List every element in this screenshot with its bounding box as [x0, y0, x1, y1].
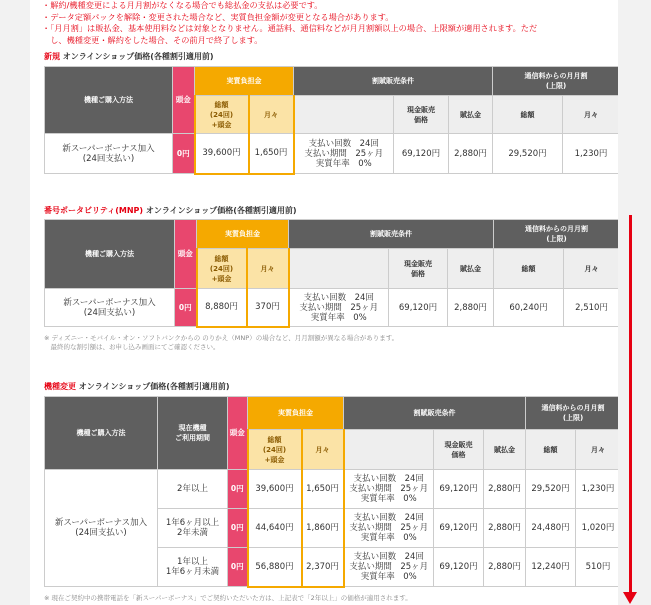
th-down-payment: 頭金	[228, 397, 248, 470]
discount-monthly-cell: 1,230円	[576, 470, 618, 509]
total-cell: 39,600円	[195, 134, 249, 174]
down-payment-cell: 0円	[173, 134, 195, 174]
monthly-cell: 1,860円	[302, 509, 344, 548]
discount-total-cell: 29,520円	[526, 470, 576, 509]
cash-price-cell: 69,120円	[434, 470, 484, 509]
th-discount-total: 総額	[526, 430, 576, 470]
installment-cell: 2,880円	[484, 470, 526, 509]
cash-price-cell: 69,120円	[394, 134, 449, 174]
th-cash-price: 現金販売 価格	[434, 430, 484, 470]
mnp-note: ※ ディズニー・モバイル・オン・ソフトバンクからの のりかえ（MNP）の場合など、月月割額が異なる場合があります。	[44, 334, 399, 342]
table-row	[45, 289, 619, 327]
section-title-new: 新規 オンラインショップ価格(各種割引適用前)	[44, 52, 214, 61]
total-cell: 39,600円	[248, 470, 302, 509]
discount-total-cell: 12,240円	[526, 548, 576, 587]
th-monthly-discount: 通信料からの月月割 (上限)	[494, 220, 618, 249]
price-table-upgrade	[44, 396, 618, 588]
plan-cell: 新スーパーボーナス加入 (24回支払い)	[45, 470, 158, 587]
th-discount-total: 総額	[494, 249, 564, 289]
mnp-note-2: 最終的な割引額は、お申し込み画面にてご確認ください。	[44, 343, 220, 351]
th-discount-monthly: 月々	[576, 430, 618, 470]
arrow-down-icon	[623, 592, 637, 604]
monthly-cell: 370円	[247, 289, 289, 327]
cash-price-cell: 69,120円	[434, 509, 484, 548]
page-content	[30, 0, 618, 605]
conditions-cell: 支払い回数 24回 支払い期間 25ヶ月 実質年率 0%	[344, 548, 434, 587]
section-title-mnp: 番号ポータビリティ(MNP) オンラインショップ価格(各種割引適用前)	[44, 206, 297, 215]
discount-total-cell: 60,240円	[494, 289, 564, 327]
plan-cell: 新スーパーボーナス加入 (24回支払い)	[45, 134, 173, 174]
installment-cell: 2,880円	[449, 134, 493, 174]
usage-cell: 2年以上	[158, 470, 228, 509]
th-installment: 賦払金	[448, 249, 494, 289]
price-table-mnp	[44, 219, 618, 328]
th-effective-cost: 実質負担金	[197, 220, 289, 249]
discount-monthly-cell: 1,230円	[563, 134, 618, 174]
th-installment: 賦払金	[484, 430, 526, 470]
note-line: し、機種変更・解約をした場合、その前月で終了します。	[42, 34, 263, 45]
conditions-cell: 支払い回数 24回 支払い期間 25ヶ月 実質年率 0%	[294, 134, 394, 174]
th-installment-terms: 割賦販売条件	[289, 220, 494, 249]
th-down-payment: 頭金	[175, 220, 197, 289]
th-discount-monthly: 月々	[563, 96, 618, 134]
total-cell: 56,880円	[248, 548, 302, 587]
discount-monthly-cell: 510円	[576, 548, 618, 587]
usage-cell: 1年6ヶ月以上 2年未満	[158, 509, 228, 548]
table-row	[45, 134, 619, 174]
discount-total-cell: 24,480円	[526, 509, 576, 548]
plan-cell: 新スーパーボーナス加入 (24回支払い)	[45, 289, 175, 327]
th-cash-price: 現金販売 価格	[389, 249, 448, 289]
upgrade-note: ※ 現在ご契約中の携帯電話を「新スーパーボーナス」でご契約いただいた方は、上記表で「2年以上」の価格が適用されます。	[44, 594, 412, 602]
discount-total-cell: 29,520円	[493, 134, 563, 174]
installment-cell: 2,880円	[448, 289, 494, 327]
installment-cell: 2,880円	[484, 548, 526, 587]
down-payment-cell: 0円	[228, 548, 248, 587]
section-title-upgrade: 機種変更 オンラインショップ価格(各種割引適用前)	[44, 382, 230, 391]
th-purchase-method: 機種ご購入方法	[45, 397, 158, 470]
th-purchase-method: 機種ご購入方法	[45, 220, 175, 289]
installment-cell: 2,880円	[484, 509, 526, 548]
conditions-cell: 支払い回数 24回 支払い期間 25ヶ月 実質年率 0%	[344, 470, 434, 509]
note-line: ・データ定額パックを解除・変更された場合など、実質負担金額が変更となる場合があります。	[42, 11, 394, 22]
th-monthly-discount: 通信料からの月月割 (上限)	[493, 67, 618, 96]
th-total-24: 総額 (24回) +頭金	[248, 430, 302, 470]
th-effective-cost: 実質負担金	[195, 67, 294, 96]
th-discount-monthly: 月々	[564, 249, 618, 289]
monthly-cell: 1,650円	[249, 134, 294, 174]
th-installment: 賦払金	[449, 96, 493, 134]
discount-monthly-cell: 2,510円	[564, 289, 618, 327]
th-effective-cost: 実質負担金	[248, 397, 344, 430]
th-purchase-method: 機種ご購入方法	[45, 67, 173, 134]
th-down-payment: 頭金	[173, 67, 195, 134]
cash-price-cell: 69,120円	[389, 289, 448, 327]
th-monthly: 月々	[249, 96, 294, 134]
down-payment-cell: 0円	[228, 509, 248, 548]
down-payment-cell: 0円	[228, 470, 248, 509]
table-row	[45, 470, 619, 509]
price-table-new	[44, 66, 618, 175]
total-cell: 44,640円	[248, 509, 302, 548]
note-line: ・「月月割」は販払金、基本使用料などは対象となりません。通話料、通信料などが月月割額以上の場合、上限額が適用されます。ただ	[42, 23, 538, 33]
note-line: ・解約/機種変更による月月割がなくなる場合でも総払金の支払は必要です。	[42, 0, 323, 10]
th-total-24: 総額 (24回) +頭金	[197, 249, 247, 289]
th-total-24: 総額 (24回) +頭金	[195, 96, 249, 134]
conditions-cell: 支払い回数 24回 支払い期間 25ヶ月 実質年率 0%	[344, 509, 434, 548]
th-monthly: 月々	[247, 249, 289, 289]
monthly-cell: 1,650円	[302, 470, 344, 509]
th-blank	[344, 430, 434, 470]
th-monthly-discount: 通信料からの月月割 (上限)	[526, 397, 618, 430]
conditions-cell: 支払い回数 24回 支払い期間 25ヶ月 実質年率 0%	[289, 289, 389, 327]
down-payment-cell: 0円	[175, 289, 197, 327]
th-discount-total: 総額	[493, 96, 563, 134]
th-cash-price: 現金販売 価格	[394, 96, 449, 134]
cash-price-cell: 69,120円	[434, 548, 484, 587]
th-monthly: 月々	[302, 430, 344, 470]
th-blank	[294, 96, 394, 134]
th-current-usage: 現在機種 ご利用期間	[158, 397, 228, 470]
th-installment-terms: 割賦販売条件	[344, 397, 526, 430]
usage-cell: 1年以上 1年6ヶ月未満	[158, 548, 228, 587]
total-cell: 8,880円	[197, 289, 247, 327]
th-installment-terms: 割賦販売条件	[294, 67, 493, 96]
monthly-cell: 2,370円	[302, 548, 344, 587]
th-blank	[289, 249, 389, 289]
discount-monthly-cell: 1,020円	[576, 509, 618, 548]
scroll-indicator-line	[629, 215, 632, 595]
notes-block	[42, 0, 612, 46]
